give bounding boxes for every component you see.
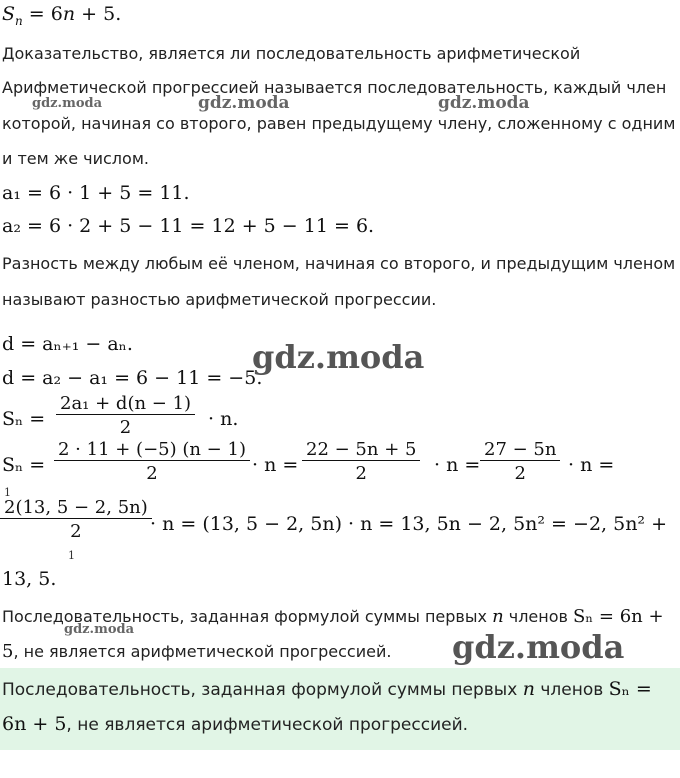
sn2-fraction-2-num: 22 − 5n + 5 xyxy=(302,439,420,461)
sn2-mid-2: · n = xyxy=(434,454,481,476)
conclusion-line-2 xyxy=(2,641,391,662)
cancel-mark-top: 1 xyxy=(4,486,11,499)
sn-fraction xyxy=(56,393,195,438)
conclusion-sn: Sₙ = 6n + xyxy=(573,606,664,627)
sn3-fraction-den: 2 xyxy=(70,521,82,542)
definition-line-3: и тем же числом. xyxy=(2,149,149,168)
proof-intro: Доказательство, является ли последовательность арифметической xyxy=(2,44,581,63)
sn2-fraction-1 xyxy=(54,439,250,484)
sn3-rest: · n = (13, 5 − 2, 5n) · n = 13, 5n − 2, 5n² = −2, 5n² + xyxy=(150,513,668,535)
sn2-fraction-1-den: 2 xyxy=(146,463,158,484)
sn2-mid-1: · n = xyxy=(252,454,299,476)
conclusion-five: 5 xyxy=(2,641,14,662)
sn-lhs-1: Sₙ = xyxy=(2,408,46,430)
sn-tail: · n. xyxy=(208,408,239,430)
watermark: gdz.moda xyxy=(64,622,135,637)
sn3-fraction xyxy=(0,497,152,542)
conclusion-c: , не является арифметической прогрессией. xyxy=(13,642,392,661)
a2-equation: a₂ = 6 · 2 + 5 − 11 = 12 + 5 − 11 = 6. xyxy=(2,215,375,237)
watermark: gdz.moda xyxy=(452,628,625,666)
watermark: gdz.moda xyxy=(198,93,290,113)
a1-equation: a₁ = 6 · 1 + 5 = 11. xyxy=(2,182,190,204)
sn3-fraction-num: 2(13, 5 − 2, 5n) xyxy=(0,497,152,519)
sn2-fraction-2 xyxy=(302,439,420,484)
definition-line-1: Арифметической прогрессией называется последовательность, каждый член xyxy=(2,78,667,97)
sn2-tail: · n = xyxy=(568,454,615,476)
watermark: gdz.moda xyxy=(252,338,425,376)
sn-formula: $S_n = 6n + 5$. xyxy=(2,3,122,28)
difference-line-1: Разность между любым её членом, начиная со второго, и предыдущим членом xyxy=(2,254,676,273)
sn2-fraction-2-den: 2 xyxy=(355,463,367,484)
sn2-fraction-3 xyxy=(480,439,560,484)
sn3-continuation: 13, 5. xyxy=(2,568,57,590)
watermark: gdz.moda xyxy=(32,96,103,111)
answer-b: членов xyxy=(540,680,604,700)
difference-line-2: называют разностью арифметической прогрессии. xyxy=(2,290,437,309)
d-definition: d = aₙ₊₁ − aₙ. xyxy=(2,333,133,355)
answer-a: Последовательность, заданная формулой суммы первых xyxy=(2,680,518,700)
sn-fraction-numerator: 2a₁ + d(n − 1) xyxy=(56,393,195,415)
answer-c: , не является арифметической прогрессией. xyxy=(66,715,469,735)
answer-line-1 xyxy=(2,678,652,700)
sn-fraction-denominator: 2 xyxy=(119,417,132,438)
definition-line-2: которой, начиная со второго, равен предыдущему члену, сложенному с одним xyxy=(2,114,676,133)
answer-line-2 xyxy=(2,713,468,735)
sn2-fraction-3-den: 2 xyxy=(514,463,526,484)
sn2-fraction-3-num: 27 − 5n xyxy=(480,439,560,461)
conclusion-b: членов xyxy=(508,607,568,626)
answer-sn: Sₙ = xyxy=(608,678,652,700)
sn2-fraction-1-num: 2 · 11 + (−5) (n − 1) xyxy=(54,439,250,461)
watermark: gdz.moda xyxy=(438,93,530,113)
conclusion-a: Последовательность, заданная формулой суммы первых xyxy=(2,607,487,626)
cancel-mark-bottom: 1 xyxy=(68,549,75,562)
d-value: d = a₂ − a₁ = 6 − 11 = −5. xyxy=(2,367,263,389)
answer-formula: 6n + 5 xyxy=(2,713,67,735)
conclusion-n: n xyxy=(492,606,504,627)
answer-n: n xyxy=(522,678,535,700)
sn-lhs-2: Sₙ = xyxy=(2,454,46,476)
